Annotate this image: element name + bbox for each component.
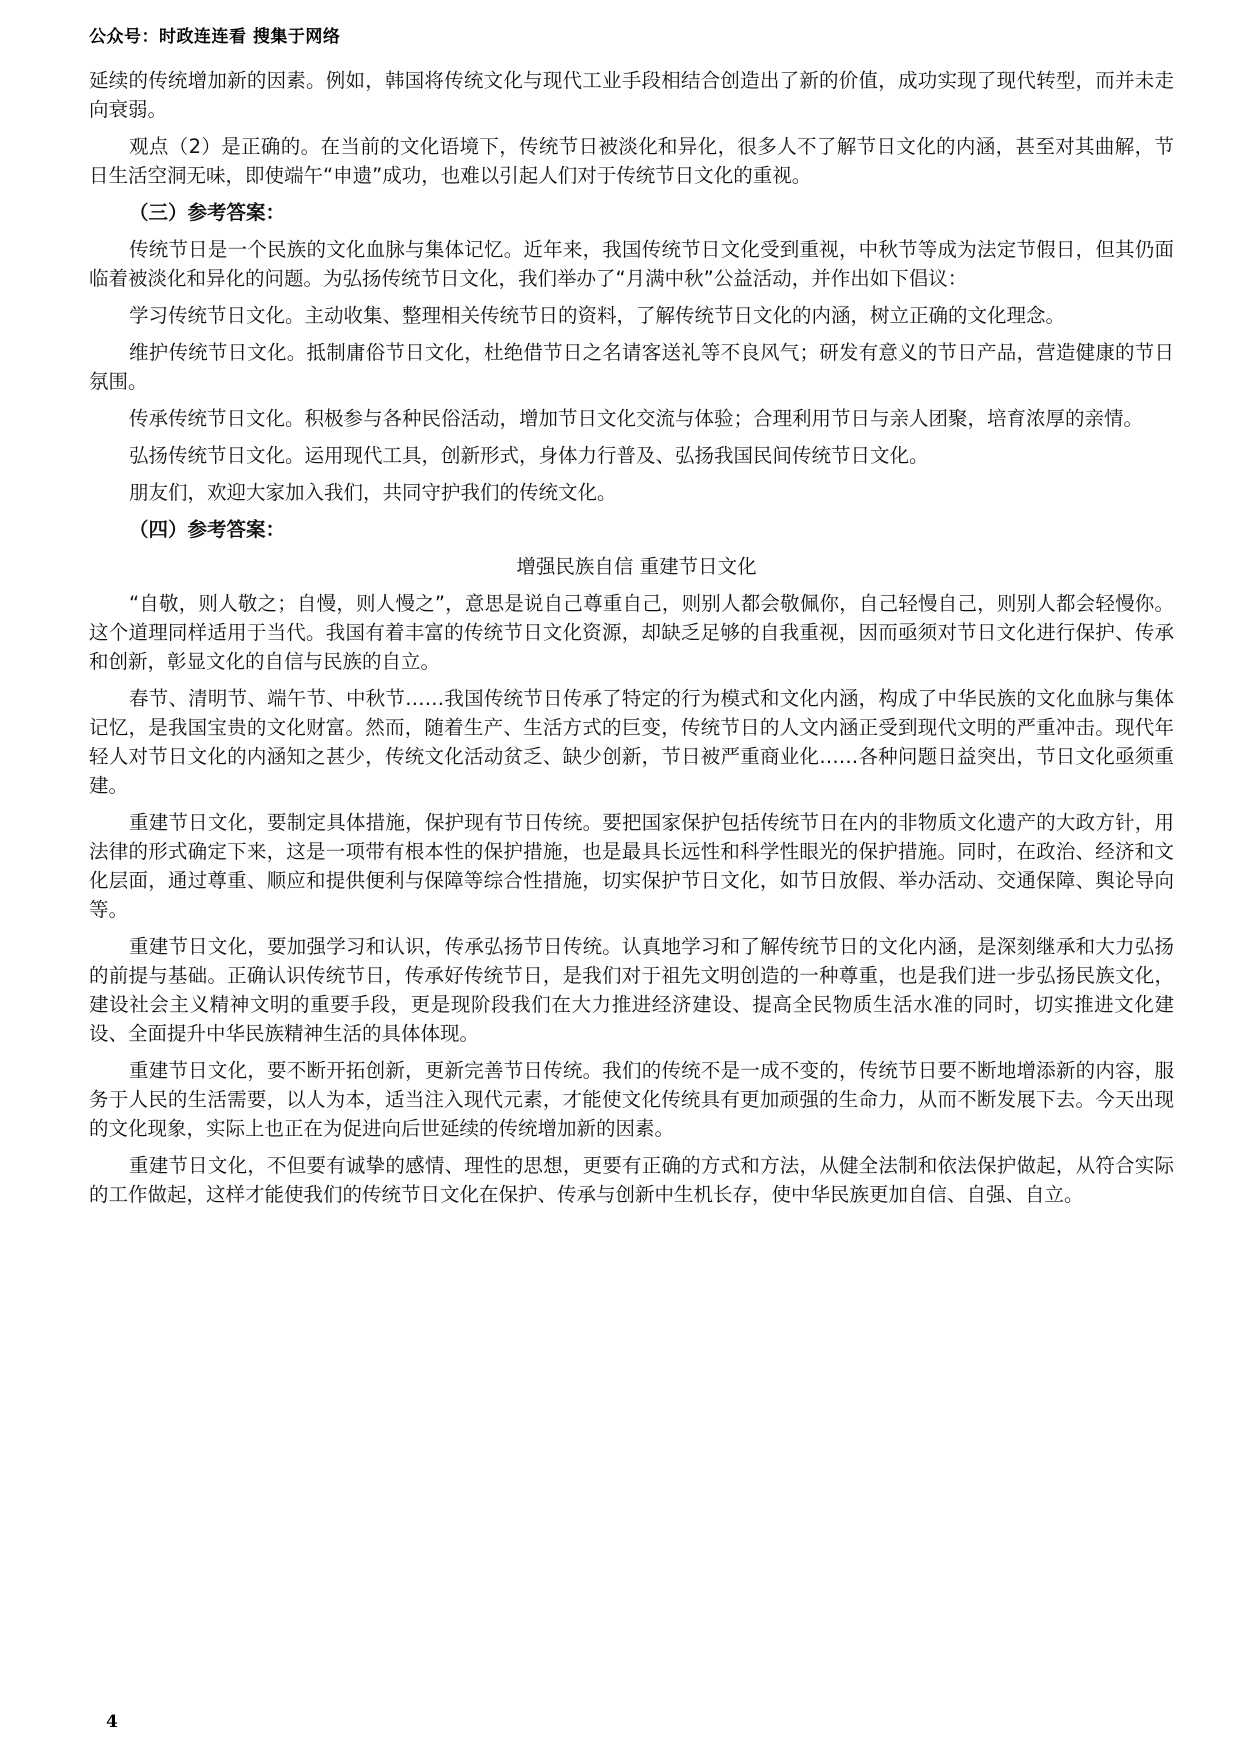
- essay-paragraph-5: 重建节日文化，要不断开拓创新，更新完善节日传统。我们的传统不是一成不变的，传统节日要不断地增添新的内容，服务于人民的生活需要，以人为本，适当注入现代元素，才能使文化传统具有更加顽强的生命力，从而不断发展下去。今天出现的文化现象，实际上也正在为促进向后世延续的传统增加新的因素。: [89, 1059, 1174, 1140]
- page-number: 4: [106, 1712, 118, 1732]
- essay-paragraph-6: 重建节日文化，不但要有诚挚的感情、理性的思想，更要有正确的方式和方法，从健全法制和依法保护做起，从符合实际的工作做起，这样才能使我们的传统节日文化在保护、传承与创新中生机长存，使中华民族更加自信、自强、自立。: [89, 1154, 1174, 1206]
- paragraph-viewpoint-2: 观点（2）是正确的。在当前的文化语境下，传统节日被淡化和异化，很多人不了解节日文化的内涵，甚至对其曲解，节日生活空洞无味，即使端午“申遗”成功，也难以引起人们对于传统节日文化的重视。: [89, 135, 1174, 187]
- paragraph-maintain: 维护传统节日文化。抵制庸俗节日文化，杜绝借节日之名请客送礼等不良风气；研发有意义的节日产品，营造健康的节日氛围。: [89, 341, 1174, 393]
- document-body: [89, 66, 1174, 1217]
- essay-paragraph-4: 重建节日文化，要加强学习和认识，传承弘扬节日传统。认真地学习和了解传统节日的文化内涵，是深刻继承和大力弘扬的前提与基础。正确认识传统节日，传承好传统节日，是我们对于祖先文明创造的一种尊重，也是我们进一步弘扬民族文化，建设社会主义精神文明的重要手段，更是现阶段我们在大力推进经济建设、提高全民物质生活水准的同时，切实推进文化建设、全面提升中华民族精神生活的具体体现。: [89, 935, 1174, 1045]
- page-header-source: 公众号：时政连连看 搜集于网络: [89, 27, 341, 47]
- essay-paragraph-3: 重建节日文化，要制定具体措施，保护现有节日传统。要把国家保护包括传统节日在内的非物质文化遗产的大政方针，用法律的形式确定下来，这是一项带有根本性的保护措施，也是最具长远性和科学性眼光的保护措施。同时，在政治、经济和文化层面，通过尊重、顺应和提供便利与保障等综合性措施，切实保护节日文化，如节日放假、举办活动、交通保障、舆论导向等。: [89, 811, 1174, 921]
- essay-title: 增强民族自信 重建节日文化: [516, 555, 757, 578]
- essay-paragraph-1: “自敬，则人敬之；自慢，则人慢之”，意思是说自己尊重自己，则别人都会敬佩你，自己轻慢自己，则别人都会轻慢你。这个道理同样适用于当代。我国有着丰富的传统节日文化资源，却缺乏足够的自我重视，因而亟须对节日文化进行保护、传承和创新，彰显文化的自信与民族的自立。: [89, 592, 1174, 673]
- paragraph-continuation: 延续的传统增加新的因素。例如，韩国将传统文化与现代工业手段相结合创造出了新的价值，成功实现了现代转型，而并未走向衰弱。: [89, 69, 1174, 121]
- section-heading-3: （三）参考答案：: [129, 201, 286, 224]
- paragraph-promote: 弘扬传统节日文化。运用现代工具，创新形式，身体力行普及、弘扬我国民间传统节日文化。: [129, 444, 929, 467]
- paragraph-learn: 学习传统节日文化。主动收集、整理相关传统节日的资料，了解传统节日文化的内涵，树立正确的文化理念。: [129, 304, 1066, 327]
- paragraph-inherit: 传承传统节日文化。积极参与各种民俗活动，增加节日文化交流与体验；合理利用节日与亲人团聚，培育浓厚的亲情。: [129, 407, 1144, 430]
- paragraph-proposal-intro: 传统节日是一个民族的文化血脉与集体记忆。近年来，我国传统节日文化受到重视，中秋节等成为法定节假日，但其仍面临着被淡化和异化的问题。为弘扬传统节日文化，我们举办了“月满中秋”公益活动，并作出如下倡议：: [89, 238, 1174, 290]
- essay-paragraph-2: 春节、清明节、端午节、中秋节……我国传统节日传承了特定的行为模式和文化内涵，构成了中华民族的文化血脉与集体记忆，是我国宝贵的文化财富。然而，随着生产、生活方式的巨变，传统节日的人文内涵正受到现代文明的严重冲击。现代年轻人对节日文化的内涵知之甚少，传统文化活动贫乏、缺少创新，节日被严重商业化……各种问题日益突出，节日文化亟须重建。: [89, 687, 1174, 797]
- paragraph-closing: 朋友们，欢迎大家加入我们，共同守护我们的传统文化。: [129, 481, 617, 504]
- section-heading-4: （四）参考答案：: [129, 518, 286, 541]
